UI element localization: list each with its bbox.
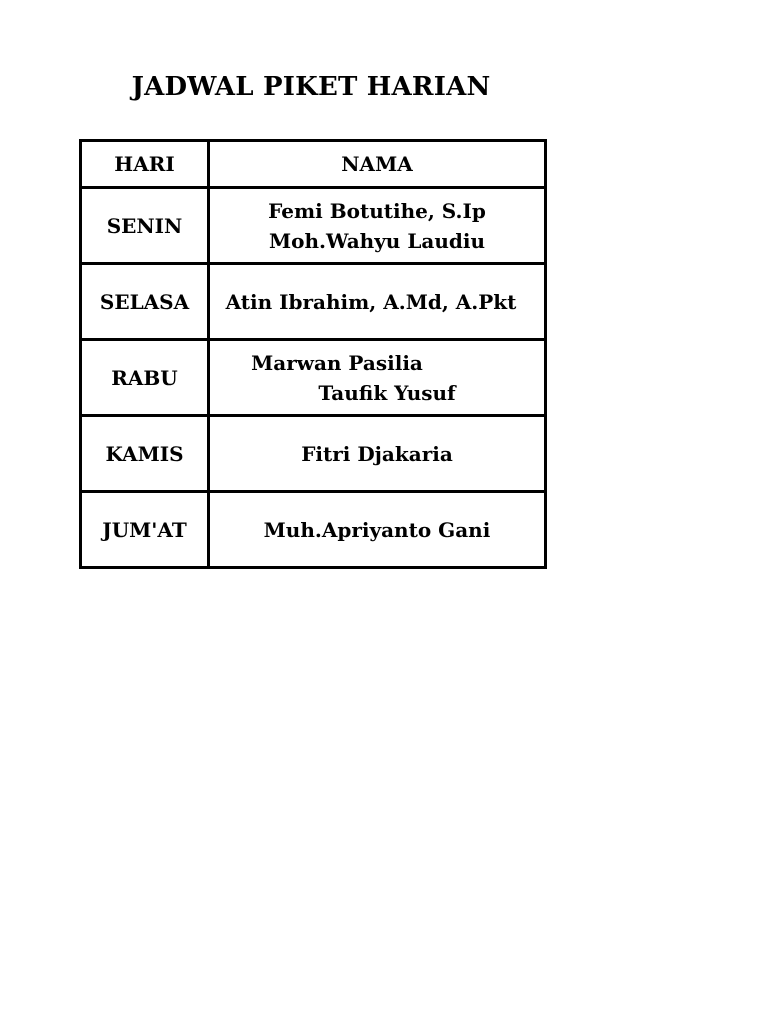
header-name: NAMA xyxy=(209,141,546,188)
day-cell: JUM'AT xyxy=(81,492,209,568)
name-cell xyxy=(209,416,546,492)
table-row xyxy=(81,416,546,492)
header-day: HARI xyxy=(81,141,209,188)
day-cell: SELASA xyxy=(81,264,209,340)
name-entry: Moh.Wahyu Laudiu xyxy=(268,228,485,253)
name-entry: Atin Ibrahim, A.Md, A.Pkt xyxy=(225,289,517,314)
day-cell: KAMIS xyxy=(81,416,209,492)
name-cell xyxy=(209,492,546,568)
table-header-row xyxy=(81,141,546,188)
name-entry: Fitri Djakaria xyxy=(301,441,453,466)
name-entry: Muh.Apriyanto Gani xyxy=(263,517,491,542)
duty-schedule-table xyxy=(79,139,547,569)
name-entry: Marwan Pasilia xyxy=(251,350,423,375)
table-row xyxy=(81,492,546,568)
name-cell xyxy=(209,188,546,264)
name-cell xyxy=(209,264,546,340)
name-entry: Taufik Yusuf xyxy=(318,380,456,405)
name-entry: Femi Botutihe, S.Ip xyxy=(268,198,486,223)
day-cell: SENIN xyxy=(81,188,209,264)
table-row xyxy=(81,188,546,264)
day-cell: RABU xyxy=(81,340,209,416)
table-row xyxy=(81,264,546,340)
name-cell xyxy=(209,340,546,416)
table-row xyxy=(81,340,546,416)
page-title: JADWAL PIKET HARIAN xyxy=(131,72,491,102)
